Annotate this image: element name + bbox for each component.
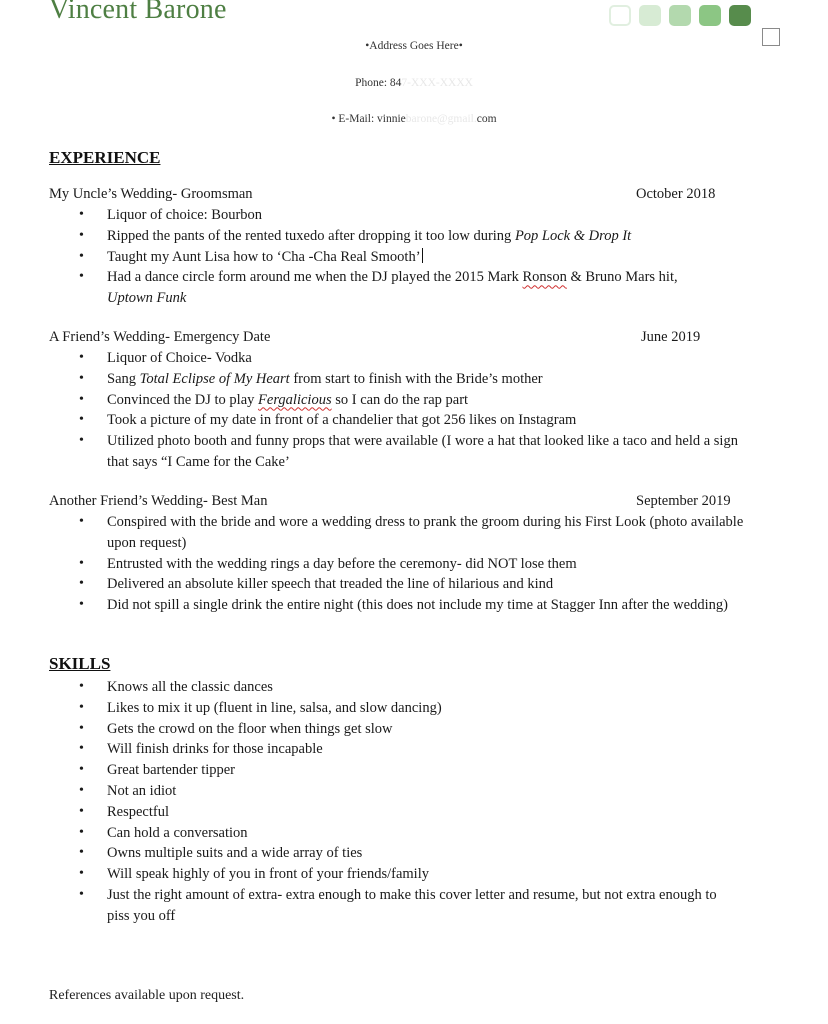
phone-redacted: 7-XXX-XXXX xyxy=(401,77,473,89)
list-item: • Taught my Aunt Lisa how to ‘Cha -Cha Real Smooth’ xyxy=(49,247,749,268)
list-item: • Likes to mix it up (fluent in line, salsa, and slow dancing) xyxy=(49,698,729,719)
email-line xyxy=(0,113,828,125)
list-item: • Did not spill a single drink the entire night (this does not include my time at Stagger Inn after the wedding) xyxy=(49,595,749,616)
job-date: October 2018 xyxy=(636,186,716,202)
phone-line xyxy=(0,77,828,89)
spellcheck-word[interactable]: Ronson xyxy=(522,269,567,286)
list-item: • Delivered an absolute killer speech that treaded the line of hilarious and kind xyxy=(49,574,749,595)
list-item: • Utilized photo booth and funny props that were available (I wore a hat that looked like a taco and held a sign that says “I Came for the Cake’ xyxy=(49,431,749,473)
list-item: • Sang Total Eclipse of My Heart from start to finish with the Bride’s mother xyxy=(49,369,749,390)
list-item: • Respectful xyxy=(49,802,729,823)
job-date: June 2019 xyxy=(641,329,701,345)
list-item: • Great bartender tipper xyxy=(49,760,729,781)
job-title: A Friend’s Wedding- Emergency Date xyxy=(49,329,271,345)
list-item: • Had a dance circle form around me when the DJ played the 2015 Mark Ronson & Bruno Mars hit, Uptown Funk xyxy=(49,267,749,309)
resume-name: Vincent Barone xyxy=(49,0,227,25)
phone-label: Phone: 84 xyxy=(355,77,402,89)
theme-swatch[interactable] xyxy=(639,5,661,26)
job-entry xyxy=(49,184,749,309)
references-note: References available upon request. xyxy=(49,988,245,1003)
list-item: • Just the right amount of extra- extra enough to make this cover letter and resume, but not extra enough to piss you off xyxy=(49,885,729,927)
theme-swatch[interactable] xyxy=(669,5,691,26)
email-label: • E-Mail: vinnie xyxy=(331,113,406,125)
spellcheck-word[interactable]: Fergalicious xyxy=(258,391,332,408)
list-item: • Can hold a conversation xyxy=(49,823,729,844)
job-date: September 2019 xyxy=(636,493,731,509)
list-item: • Liquor of choice: Bourbon xyxy=(49,205,749,226)
theme-swatch[interactable] xyxy=(729,5,751,26)
theme-swatch-group[interactable] xyxy=(609,5,751,26)
list-item: • Entrusted with the wedding rings a day before the ceremony- did NOT lose them xyxy=(49,554,749,575)
skills-heading: SKILLS xyxy=(49,654,111,673)
theme-swatch[interactable] xyxy=(609,5,631,26)
email-tail: com xyxy=(476,113,497,125)
list-item: • Knows all the classic dances xyxy=(49,677,729,698)
theme-swatch[interactable] xyxy=(699,5,721,26)
address-line: •Address Goes Here• xyxy=(365,40,463,52)
list-item: • Took a picture of my date in front of a chandelier that got 256 likes on Instagram xyxy=(49,410,749,431)
list-item: • Liquor of Choice- Vodka xyxy=(49,348,749,369)
job-entry xyxy=(49,327,749,473)
job-title: My Uncle’s Wedding- Groomsman xyxy=(49,186,253,202)
list-item: • Owns multiple suits and a wide array of ties xyxy=(49,843,729,864)
list-item: • Will finish drinks for those incapable xyxy=(49,739,729,760)
list-item: • Not an idiot xyxy=(49,781,729,802)
skills-list xyxy=(49,677,749,927)
text-cursor xyxy=(422,248,423,263)
job-entry xyxy=(49,491,749,616)
list-item: • Conspired with the bride and wore a wedding dress to prank the groom during his First Look (photo available upon request) xyxy=(49,512,749,554)
list-item: • Convinced the DJ to play Fergalicious so I can do the rap part xyxy=(49,390,749,411)
list-item: • Ripped the pants of the rented tuxedo after dropping it too low during Pop Lock & Drop It xyxy=(49,226,749,247)
list-item: • Will speak highly of you in front of your friends/family xyxy=(49,864,729,885)
experience-heading: EXPERIENCE xyxy=(49,148,161,167)
list-item: • Gets the crowd on the floor when things get slow xyxy=(49,719,729,740)
email-redacted: barone@gmail. xyxy=(405,113,477,125)
job-title: Another Friend’s Wedding- Best Man xyxy=(49,493,268,509)
